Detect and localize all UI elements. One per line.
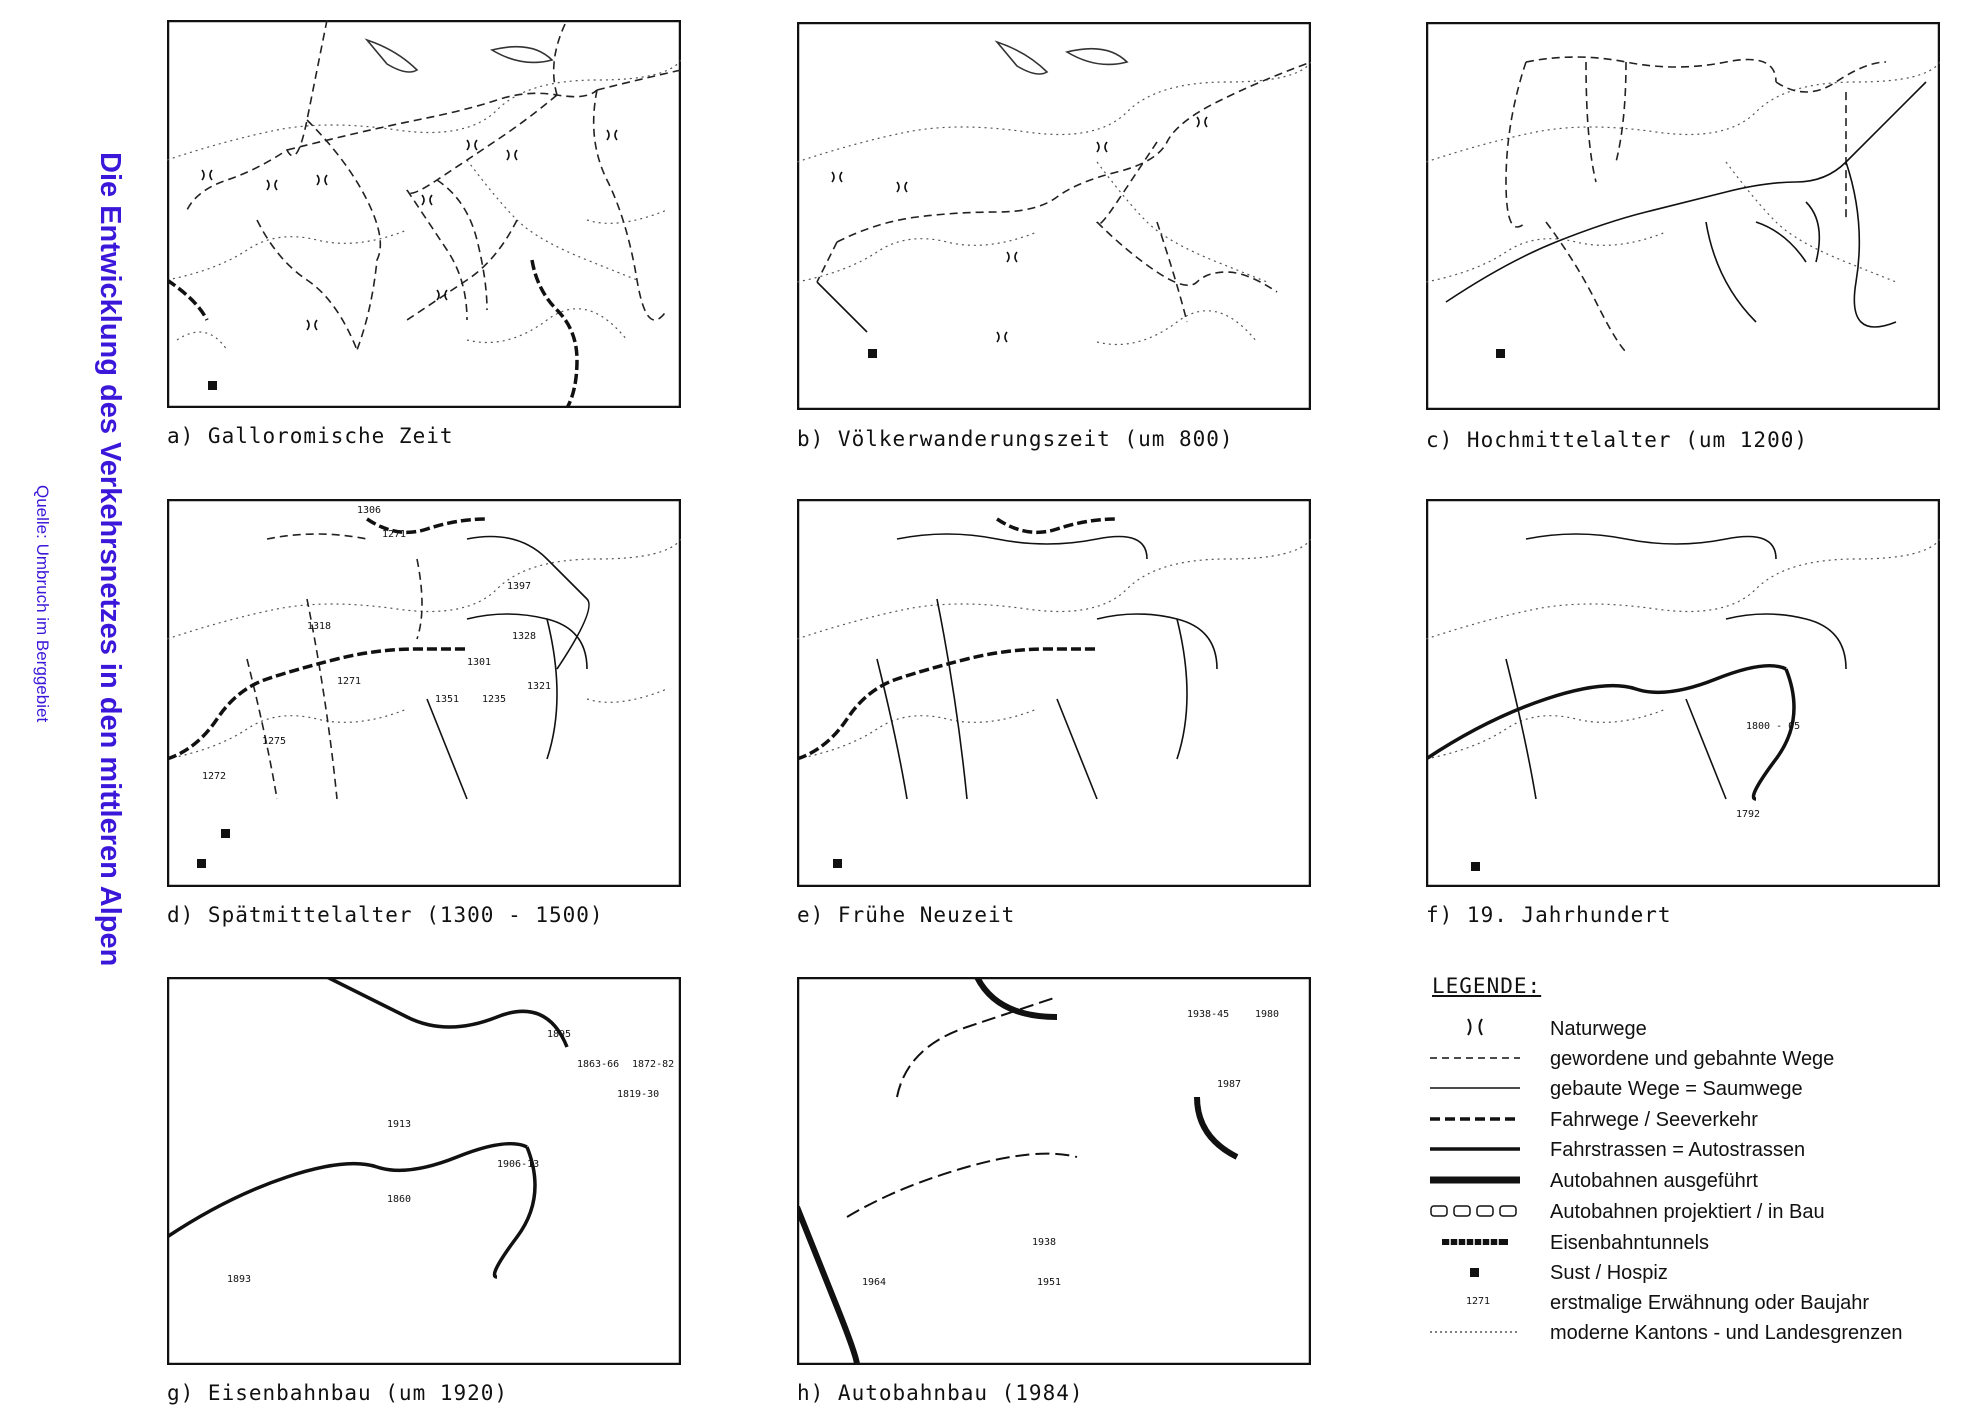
- naturweg-icon: [1430, 1014, 1520, 1044]
- solid-thick-line-icon: [1430, 1135, 1520, 1165]
- map-panel-c: [1426, 22, 1940, 410]
- year-label: 1895: [547, 1029, 572, 1040]
- year-label: 1397: [507, 581, 532, 592]
- legend-title: LEGENDE:: [1432, 974, 1542, 998]
- map-drawing-c: [1426, 22, 1940, 410]
- year-label: 1819-30: [617, 1089, 660, 1100]
- legend-label: Fahrstrassen = Autostrassen: [1550, 1139, 1806, 1161]
- caption-e: e) Frühe Neuzeit: [797, 903, 1016, 927]
- year-label: 1271: [382, 529, 407, 540]
- dotted-line-icon: [1430, 1318, 1520, 1348]
- dashed-thick-line-icon: [1430, 1105, 1520, 1135]
- year-label: 1321: [527, 681, 552, 692]
- year-label: 1938: [1032, 1237, 1057, 1248]
- year-label: 1893: [227, 1274, 252, 1285]
- year-label: 1271: [337, 676, 362, 687]
- map-panel-b: [797, 22, 1311, 410]
- legend-label: Sust / Hospiz: [1550, 1262, 1668, 1284]
- legend-item-grenzen: [1430, 1318, 1950, 1348]
- map-panel-d: [167, 499, 681, 887]
- map-drawing-h: [797, 977, 1311, 1365]
- year-labels-g: [227, 1029, 674, 1285]
- legend-item-autobahnen-projektiert: [1430, 1197, 1950, 1227]
- year-labels-d: [202, 505, 551, 782]
- map-panel-g: [167, 977, 681, 1365]
- year-label: 1863-66: [577, 1059, 620, 1070]
- map-panel-f: [1426, 499, 1940, 887]
- legend-label: erstmalige Erwähnung oder Baujahr: [1550, 1292, 1870, 1314]
- legend-item-saumwege: [1430, 1074, 1950, 1104]
- legend-label: Fahrwege / Seeverkehr: [1550, 1109, 1758, 1131]
- map-panel-a: [167, 20, 681, 408]
- caption-a: a) Galloromische Zeit: [167, 424, 454, 448]
- caption-d: d) Spätmittelalter (1300 - 1500): [167, 903, 604, 927]
- year-label: 1980: [1255, 1009, 1280, 1020]
- caption-b: b) Völkerwanderungszeit (um 800): [797, 427, 1234, 451]
- legend-item-naturwege: [1430, 1014, 1950, 1044]
- year-label: 1987: [1217, 1079, 1242, 1090]
- tunnel-hatch-icon: [1430, 1228, 1520, 1258]
- legend-label: moderne Kantons - und Landesgrenzen: [1550, 1322, 1903, 1344]
- year-label: 1800 - 05: [1746, 721, 1801, 732]
- year-label: 1860: [387, 1194, 412, 1205]
- legend-label: Eisenbahntunnels: [1550, 1232, 1710, 1254]
- legend-item-eisenbahntunnels: [1430, 1228, 1950, 1258]
- year-label: 1306: [357, 505, 382, 516]
- year-label: 1275: [262, 736, 287, 747]
- year-label: 1301: [467, 657, 492, 668]
- legend-item-erwaehnung: [1430, 1288, 1950, 1318]
- year-label: 1272: [202, 771, 227, 782]
- year-labels-h: [862, 1009, 1279, 1288]
- caption-g: g) Eisenbahnbau (um 1920): [167, 1381, 509, 1405]
- year-label-icon: 1271: [1466, 1296, 1491, 1307]
- legend-label: Autobahnen projektiert / in Bau: [1550, 1201, 1825, 1223]
- legend-item-fahrwege: [1430, 1105, 1950, 1135]
- year-label: 1951: [1037, 1277, 1062, 1288]
- solid-thin-line-icon: [1430, 1074, 1520, 1104]
- map-drawing-b: [797, 22, 1311, 410]
- year-label: 1318: [307, 621, 332, 632]
- legend-label: Naturwege: [1550, 1018, 1647, 1040]
- year-label: 1938-45: [1187, 1009, 1230, 1020]
- legend-item-fahrstrassen: [1430, 1135, 1950, 1165]
- map-drawing-a: [167, 20, 681, 408]
- boxes-line-icon: [1430, 1197, 1520, 1227]
- bold-line-icon: [1430, 1166, 1520, 1196]
- legend-label: gewordene und gebahnte Wege: [1550, 1048, 1835, 1070]
- map-panel-e: [797, 499, 1311, 887]
- year-label: 1964: [862, 1277, 887, 1288]
- legend-label: gebaute Wege = Saumwege: [1550, 1078, 1803, 1100]
- caption-c: c) Hochmittelalter (um 1200): [1426, 428, 1809, 452]
- year-label: 1351: [435, 694, 460, 705]
- year-label: 1328: [512, 631, 537, 642]
- caption-f: f) 19. Jahrhundert: [1426, 903, 1672, 927]
- year-label: 1872-82: [632, 1059, 675, 1070]
- legend: [1430, 968, 1950, 1368]
- legend-item-gebahnte-wege: [1430, 1044, 1950, 1074]
- legend-item-autobahnen-ausgefuehrt: [1430, 1166, 1950, 1196]
- map-drawing-f: [1426, 499, 1940, 887]
- map-drawing-e: [797, 499, 1311, 887]
- caption-h: h) Autobahnbau (1984): [797, 1381, 1084, 1405]
- square-dot-icon: [1430, 1258, 1520, 1288]
- map-panel-h: [797, 977, 1311, 1365]
- year-label: 1913: [387, 1119, 412, 1130]
- map-drawing-d: [167, 499, 681, 887]
- map-title: Die Entwicklung des Verkehrsnetzes in den mittleren Alpen: [94, 152, 126, 967]
- year-label: 1906-13: [497, 1159, 540, 1170]
- map-drawing-g: [167, 977, 681, 1365]
- year-label: 1792: [1736, 809, 1761, 820]
- dashed-thin-line-icon: [1430, 1044, 1520, 1074]
- legend-label: Autobahnen ausgeführt: [1550, 1170, 1758, 1192]
- year-label: 1235: [482, 694, 507, 705]
- legend-item-sust-hospiz: [1430, 1258, 1950, 1288]
